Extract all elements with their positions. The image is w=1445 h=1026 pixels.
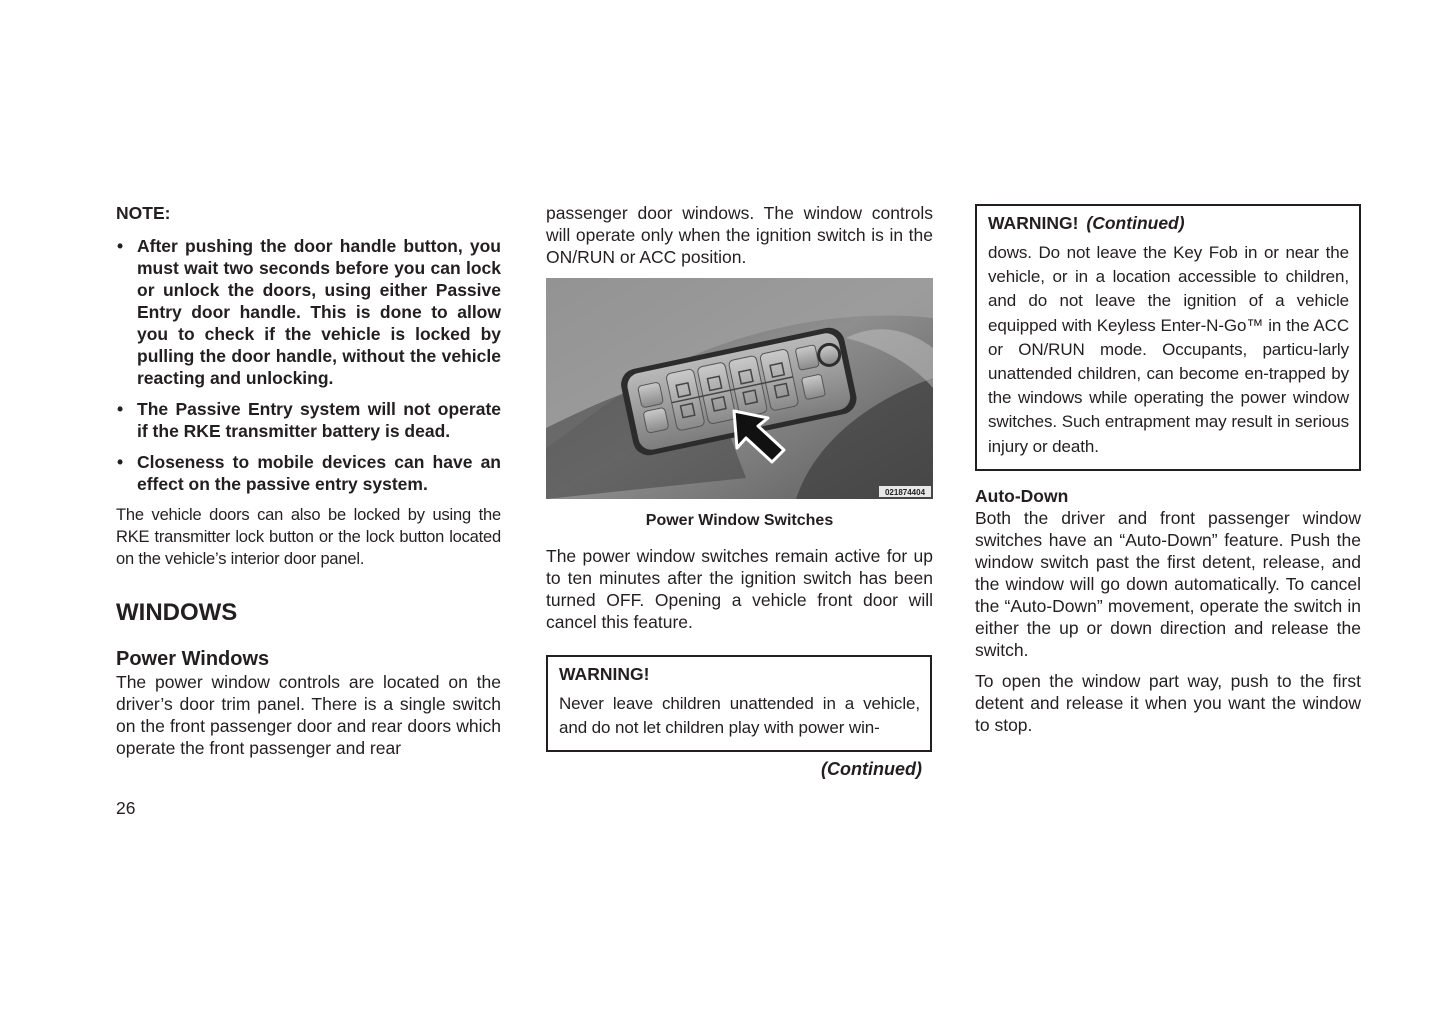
note-bullet-list bbox=[116, 235, 501, 495]
note-bullet: • After pushing the door handle button, you must wait two seconds before you can lock or unlock the doors, using either Passive Entry door handle. This is done to allow you to check if the vehicle is locked by pulling the door handle, without the vehicle reacting and unlocking. bbox=[117, 236, 501, 388]
bullet-dot-icon: • bbox=[117, 399, 124, 419]
left-column bbox=[116, 200, 501, 759]
section-title-windows: WINDOWS bbox=[116, 599, 238, 626]
door-lock-paragraph: The vehicle doors can also be locked by using the RKE transmitter lock button or the lock button located on the vehicle’s interior door panel. bbox=[116, 506, 501, 568]
note-bullet: • Closeness to mobile devices can have an effect on the passive entry system. bbox=[117, 452, 501, 494]
figure-caption: Power Window Switches bbox=[645, 512, 834, 529]
bullet-dot-icon: • bbox=[117, 236, 124, 256]
middle-column bbox=[546, 200, 933, 780]
auto-down-title: Auto-Down bbox=[975, 486, 1069, 506]
switches-active-paragraph: The power window switches remain active for up to ten minutes after the ignition switch has been turned OFF. Opening a vehicle front door will cancel this feature. bbox=[546, 546, 933, 632]
subsection-title-power-windows: Power Windows bbox=[116, 648, 270, 670]
warning-continued-text: dows. Do not leave the Key Fob in or near the vehicle, or in a location accessible to children, and do not leave the ignition of a vehicle equipped with Keyless Enter-N-Go™ in the ACC or ON/RUN mode. Occupants, particu-larly unattended children, can become en-trapped by the windows while operating the power window switches. Such entrapment may result in serious injury or death. bbox=[988, 243, 1349, 456]
auto-down-paragraph: Both the driver and front passenger window switches have an “Auto-Down” feature. Push the window switch past the first detent, release, and the window will go down automatically. To cancel the “Auto-Down” movement, operate the switch in either the up or down direction and release the switch. bbox=[975, 508, 1361, 660]
figure-id: 021874404 bbox=[884, 488, 926, 497]
warning-title: WARNING! bbox=[559, 664, 650, 684]
warning-continued-box bbox=[975, 204, 1361, 471]
continued-label: (Continued) bbox=[821, 759, 922, 779]
page-number: 26 bbox=[116, 798, 136, 818]
warning-continued-label: (Continued) bbox=[1086, 213, 1185, 233]
bullet-dot-icon: • bbox=[117, 452, 124, 472]
note-title: NOTE: bbox=[116, 203, 171, 223]
warning-continued-title: WARNING! (Continued) bbox=[988, 213, 1185, 233]
note-bullet: • The Passive Entry system will not operate if the RKE transmitter battery is dead. bbox=[117, 399, 501, 441]
warning-text: Never leave children unattended in a vehicle, and do not let children play with power win- bbox=[559, 694, 920, 738]
power-window-switches-image bbox=[546, 278, 933, 499]
power-window-switches-figure bbox=[546, 278, 933, 499]
power-windows-paragraph: The power window controls are located on the driver’s door trim panel. There is a single switch on the front passenger door and rear doors which operate the front passenger and rear bbox=[116, 672, 501, 758]
warning-box bbox=[546, 655, 932, 752]
part-way-paragraph: To open the window part way, push to the first detent and release it when you want the window to stop. bbox=[975, 671, 1361, 735]
continued-paragraph: passenger door windows. The window controls will operate only when the ignition switch is in the ON/RUN or ACC position. bbox=[546, 203, 933, 267]
right-column bbox=[975, 200, 1361, 736]
